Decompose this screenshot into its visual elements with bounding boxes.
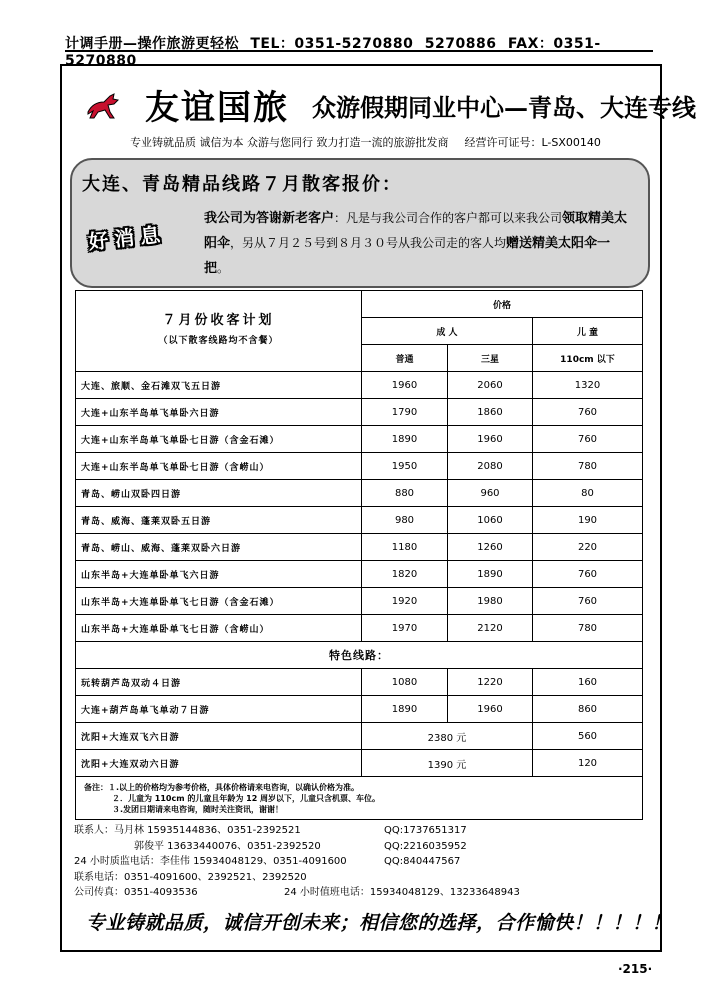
route-name: 大连、旅顺、金石滩双飞五日游 [76, 372, 362, 399]
promo-text-2: ，另从７月２５号到８月３０号从我公司走的客人均 [230, 236, 507, 250]
standard-price: 1180 [362, 534, 448, 561]
brand-name: 友谊国旅 [145, 88, 289, 128]
company-fax: 公司传真：0351-4093536 [74, 887, 198, 898]
route-name: 山东半岛+大连单卧单飞七日游（含金石滩） [76, 588, 362, 615]
promo-text-1: ：凡是与我公司合作的客户都可以来我公司 [334, 211, 563, 225]
route-name: 大连+山东半岛单飞单卧七日游（含崂山） [76, 453, 362, 480]
promo-bold-1: 领取精美太阳伞 [204, 211, 628, 251]
threestar-price: 1890 [448, 561, 533, 588]
child-price: 160 [533, 669, 643, 696]
price-header: 价格 [362, 291, 643, 318]
route-name: 沈阳+大连双动六日游 [76, 750, 362, 777]
standard-price: 1820 [362, 561, 448, 588]
table-row [76, 372, 643, 399]
fax-label: FAX：0351-5270880 [65, 36, 601, 69]
table-row [76, 534, 643, 561]
duty-phone: 24 小时值班电话：15934048129、13233648943 [284, 887, 520, 898]
table-row [76, 480, 643, 507]
special-routes-title: 特色线路： [76, 642, 643, 669]
adult-header: 成 人 [362, 318, 533, 345]
threestar-price: 2060 [448, 372, 533, 399]
child-price: 780 [533, 453, 643, 480]
threestar-price: 1220 [448, 669, 533, 696]
contacts-block [74, 823, 644, 901]
threestar-price: 1980 [448, 588, 533, 615]
promo-text [204, 206, 634, 281]
adult-price: 1390 元 [362, 750, 533, 777]
adult-price: 2380 元 [362, 723, 533, 750]
standard-price: 1890 [362, 696, 448, 723]
standard-price: 1970 [362, 615, 448, 642]
table-row [76, 750, 643, 777]
under110-header: 110cm 以下 [533, 345, 643, 372]
threestar-price: 1060 [448, 507, 533, 534]
standard-price: 1890 [362, 426, 448, 453]
standard-price: 1960 [362, 372, 448, 399]
standard-price: 980 [362, 507, 448, 534]
note-line: 备注：１.以上的价格均为参考价格，具体价格请来电咨询，以确认价格为准。 [84, 782, 360, 792]
child-price: 860 [533, 696, 643, 723]
promo-lead: 我公司为答谢新老客户 [204, 211, 335, 226]
child-price: 1320 [533, 372, 643, 399]
child-header: 儿 童 [533, 318, 643, 345]
notes-cell [76, 777, 643, 820]
route-name: 大连+葫芦岛单飞单动７日游 [76, 696, 362, 723]
table-row [76, 399, 643, 426]
brand-subline [130, 134, 601, 150]
license-number: 经营许可证号：L-SX00140 [464, 136, 601, 149]
threestar-price: 960 [448, 480, 533, 507]
threestar-price: 1860 [448, 399, 533, 426]
table-row [76, 588, 643, 615]
brand-motto: 专业铸就品质 诚信为本 众游与您同行 致力打造一流的旅游批发商 [130, 136, 449, 149]
header-rule [65, 50, 653, 52]
page-number: ·215· [618, 962, 653, 976]
child-price: 760 [533, 588, 643, 615]
qq-3: QQ:840447567 [384, 856, 461, 867]
tel-label: TEL：0351-5270880 [250, 36, 414, 52]
table-row [76, 507, 643, 534]
route-name: 玩转葫芦岛双动４日游 [76, 669, 362, 696]
child-price: 220 [533, 534, 643, 561]
quality-monitor-phone: 24 小时质监电话：李佳伟 15934048129、0351-4091600 [74, 856, 347, 867]
contact-person-1: 联系人：马月林 15935144836、0351-2392521 [74, 825, 301, 836]
table-row [76, 723, 643, 750]
route-name: 山东半岛+大连单卧单飞六日游 [76, 561, 362, 588]
route-name: 沈阳+大连双飞六日游 [76, 723, 362, 750]
threestar-price: 2080 [448, 453, 533, 480]
qq-1: QQ:1737651317 [384, 825, 467, 836]
plan-title-cell [76, 291, 362, 372]
child-price: 780 [533, 615, 643, 642]
horse-logo-icon [84, 90, 122, 122]
route-name: 大连+山东半岛单飞单卧七日游（含金石滩） [76, 426, 362, 453]
threestar-price: 1960 [448, 426, 533, 453]
route-name: 青岛、崂山双卧四日游 [76, 480, 362, 507]
contact-person-2: 郭俊平 13633440076、0351-2392520 [134, 840, 321, 852]
promo-end: 。 [217, 261, 230, 275]
standard-price: 1950 [362, 453, 448, 480]
qq-2: QQ:2216035952 [384, 840, 467, 852]
plan-title: ７月份收客计划 [162, 313, 275, 328]
table-row [76, 669, 643, 696]
tel-secondary: 5270886 [424, 36, 497, 52]
standard-header: 普通 [362, 345, 448, 372]
threestar-price: 2120 [448, 615, 533, 642]
route-name: 青岛、威海、蓬莱双卧五日游 [76, 507, 362, 534]
standard-price: 1790 [362, 399, 448, 426]
standard-price: 880 [362, 480, 448, 507]
price-table [75, 290, 643, 820]
brand-tagline: 众游假期同业中心—青岛、大连专线 [312, 93, 696, 122]
footer-slogan: 专业铸就品质，诚信开创未来；相信您的选择，合作愉快！！！！！ [86, 912, 672, 934]
child-price: 760 [533, 561, 643, 588]
standard-price: 1080 [362, 669, 448, 696]
plan-subtitle: （以下散客线路均不含餐） [158, 336, 279, 346]
threestar-price: 1960 [448, 696, 533, 723]
standard-price: 1920 [362, 588, 448, 615]
note-line: ３.发团日期请来电咨询，随时关注资讯，谢谢！ [112, 804, 284, 814]
table-row [76, 426, 643, 453]
table-row [76, 561, 643, 588]
note-line: ２．儿童为 110cm 的儿童且年龄为 12 周岁以下，儿童只含机票、车位。 [112, 793, 381, 803]
promo-title: 大连、青岛精品线路７月散客报价： [82, 174, 402, 195]
manual-slogan: 计调手册—操作旅游更轻松 [65, 36, 239, 52]
good-news-badge: 好消息 [87, 221, 168, 255]
child-price: 760 [533, 426, 643, 453]
child-price: 80 [533, 480, 643, 507]
route-name: 山东半岛+大连单卧单飞七日游（含崂山） [76, 615, 362, 642]
child-price: 560 [533, 723, 643, 750]
promo-bold-2: 赠送精美太阳伞一把 [204, 236, 611, 276]
child-price: 120 [533, 750, 643, 777]
child-price: 760 [533, 399, 643, 426]
child-price: 190 [533, 507, 643, 534]
route-name: 青岛、崂山、威海、蓬莱双卧六日游 [76, 534, 362, 561]
route-name: 大连+山东半岛单飞单卧六日游 [76, 399, 362, 426]
table-row [76, 453, 643, 480]
threestar-price: 1260 [448, 534, 533, 561]
table-row [76, 696, 643, 723]
contact-phones: 联系电话：0351-4091600、2392521、2392520 [74, 871, 307, 883]
table-row [76, 615, 643, 642]
threestar-header: 三星 [448, 345, 533, 372]
